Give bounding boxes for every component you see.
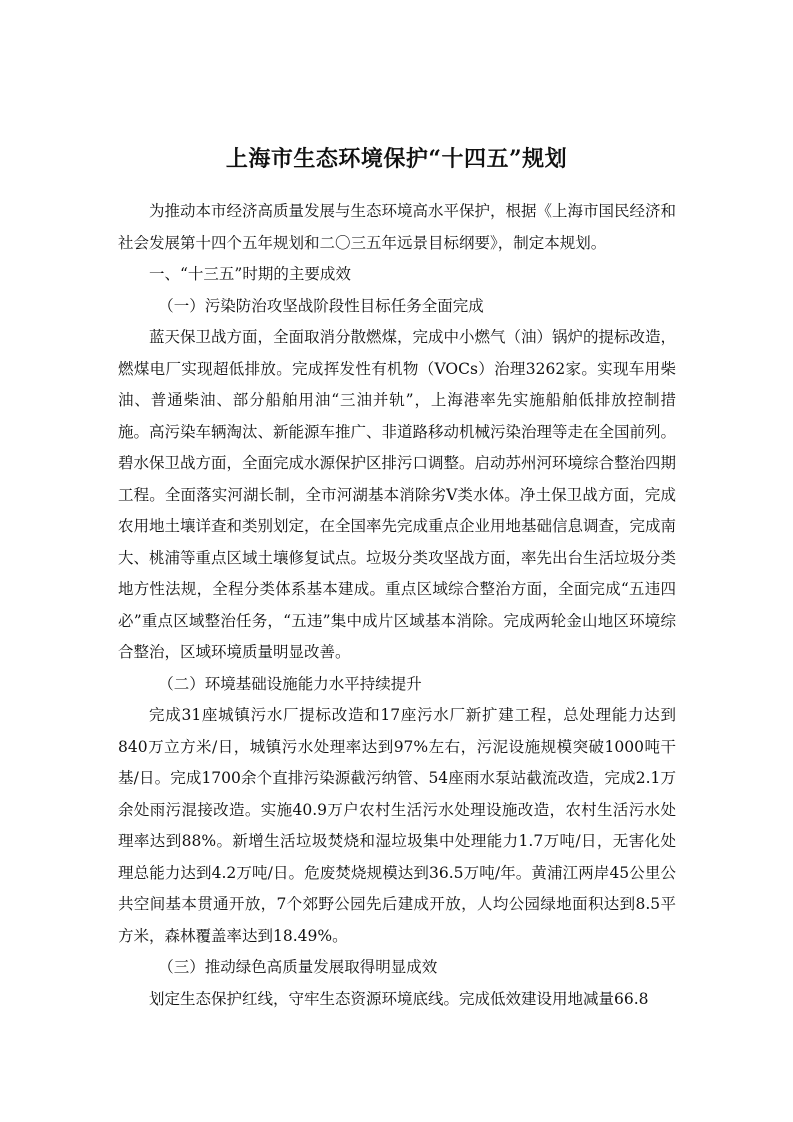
document-title: 上海市生态环境保护“十四五”规划 — [225, 146, 568, 172]
section-heading: 一、“十三五”时期的主要成效 — [149, 265, 351, 283]
subsection-heading-1: （一）污染防治攻坚战阶段性目标任务全面完成 — [158, 296, 484, 315]
subsection-body-3: 划定生态保护红线，守牢生态资源环境底线。完成低效建设用地减量66.8 — [149, 989, 649, 1008]
subsection-heading-3: （三）推动绿色高质量发展取得明显成效 — [158, 958, 438, 976]
subsection-heading-2: （二）环境基础设施能力水平持续提升 — [158, 674, 422, 693]
subsection-body-1: 蓝天保卫战方面，全面取消分散燃煤，完成中小燃气（油）锅炉的提标改造，燃煤电厂实现超低排放。完成挥发性有机物（VOCs）治理3262家。实现车用柴油、普通柴油、部分船舶用油“三油并轨”，上海港率先实施船舶低排放控制措施。高污染车辆淘汰、新能源车推广、非道路移动机械污染治理等走在全国前列。碧水保卫战方面，全面完成水源保护区排污口调整。启动苏州河环境综合整治四期工程。全面落实河湖长制，全市河湖基本消除劣Ⅴ类水体。净土保卫战方面，完成农用地土壤详查和类别划定，在全国率先完成重点企业用地基础信息调查，完成南大、桃浦等重点区域土壤修复试点。垃圾分类攻坚战方面，率先出台生活垃圾分类地方性法规，全程分类体系基本建成。重点区域综合整治方面，全面完成“五违四必”重点区域整治任务，“五违”集中成片区域基本消除。完成两轮金山地区环境综合整治，区域环境质量明显改善。 — [118, 328, 677, 661]
document-body — [118, 196, 676, 1015]
intro-paragraph: 为推动本市经济高质量发展与生态环境高水平保护，根据《上海市国民经济和社会发展第十四个五年规划和二〇三五年远景目标纲要》，制定本规划。 — [118, 202, 677, 252]
subsection-body-2: 完成31座城镇污水厂提标改造和17座污水厂新扩建工程，总处理能力达到840万立方米/日，城镇污水处理率达到97%左右，污泥设施规模突破1000吨干基/日。完成1700余个直排污染源截污纳管、54座雨水泵站截流改造，完成2.1万余处雨污混接改造。实施40.9万户农村生活污水处理设施改造，农村生活污水处理率达到88%。新增生活垃圾焚烧和湿垃圾集中处理能力1.7万吨/日，无害化处理总能力达到4.2万吨/日。危废焚烧规模达到36.5万吨/年。黄浦江两岸45公里公共空间基本贯通开放，7个郊野公园先后建成开放，人均公园绿地面积达到8.5平方米，森林覆盖率达到18.49%。 — [118, 706, 676, 945]
